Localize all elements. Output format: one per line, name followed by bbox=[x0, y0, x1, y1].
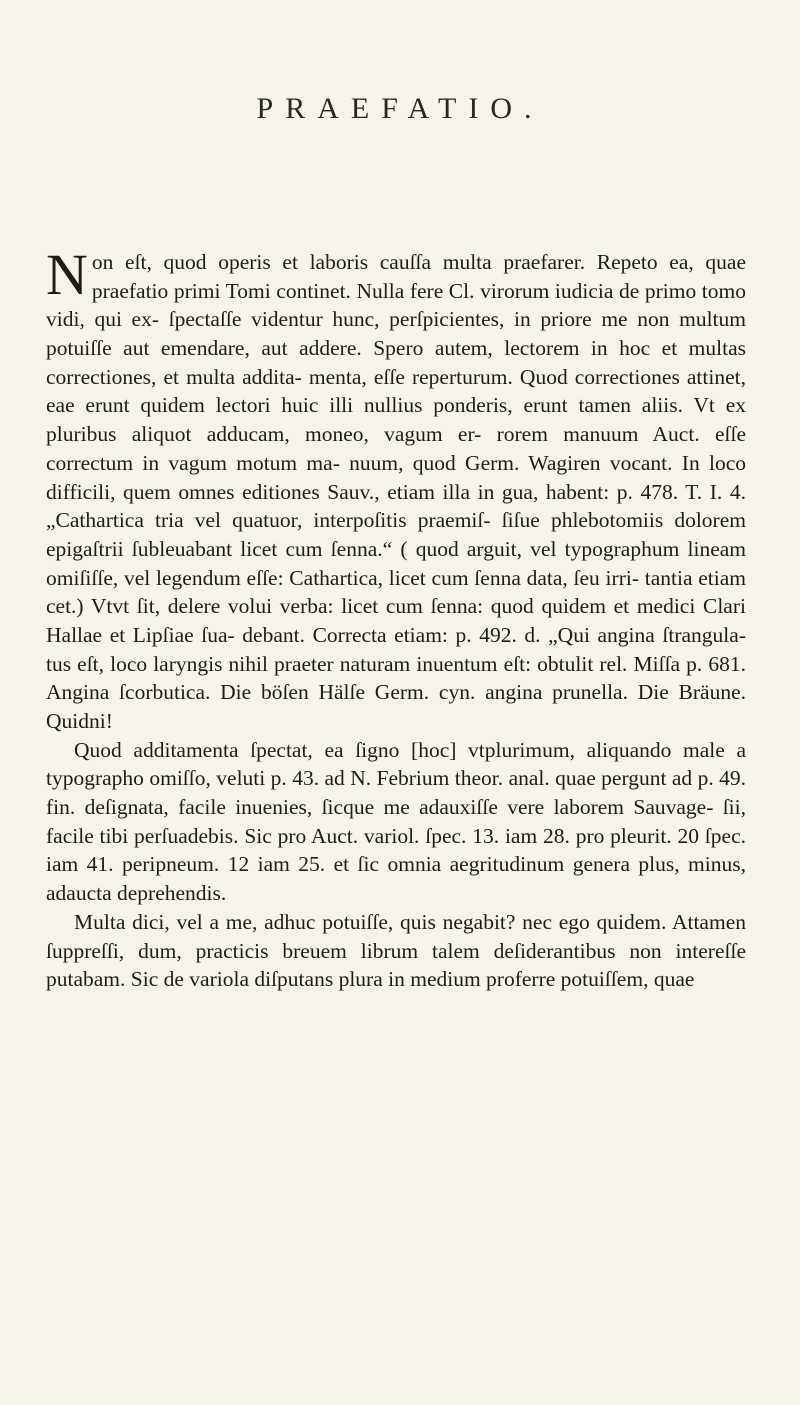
preface-body bbox=[46, 242, 746, 994]
paragraph-2: Quod additamenta ſpectat, ea ſigno [hoc] vtplurimum, aliquando male a typographo omiſſo, veluti p. 43. ad N. Febrium theor. anal. quae pergunt ad p. 49. fin. deſignata, facile inuenies, ſicque me adauxiſſe vere laborem Sauvage- ſii, facile tibi perſuadebis. Sic pro Auct. variol. ſpec. 13. iam 28. pro pleurit. 20 ſpec. iam 41. peripneum. 12 iam 25. et ſic omnia aegritudinum genera plus, minus, adaucta deprehendis. bbox=[46, 737, 746, 906]
paragraph-1-text: on eſt, quod operis et laboris cauſſa multa praefarer. Repeto ea, quae praefatio primi Tomi continet. Nulla fere Cl. virorum iudicia de primo tomo vidi, qui ex- ſpectaſſe videntur hunc, perſpicientes, in priore me non multum potuiſſe aut emendare, aut addere. Spero autem, lectorem in hoc et multas correctiones, et multa addita- menta, eſſe reperturum. Quod correctiones attinet, eae erunt quidem lectori huic illi nullius ponderis, erunt tamen aliis. Vt ex pluribus aliquot adducam, moneo, vagum er- rorem manuum Auct. eſſe correctum in vagum motum ma- nuum, quod Germ. Wagiren vocant. In loco difficili, quem omnes editiones Sauv., etiam illa in gua, habent: p. 478. T. I. 4. „Cathartica tria vel quatuor, interpoſitis praemiſ- ſiſue phlebotomiis dolorem epigaſtrii ſubleuabant licet cum ſenna.“ ( quod arguit, vel typographum lineam omiſiſſe, vel legendum eſſe: Cathartica, licet cum ſenna data, ſeu irri- tantia etiam cet.) Vtvt ſit, delere volui verba: licet cum ſenna: quod quidem et medici Clari Hallae et Lipſiae ſua- debant. Correcta etiam: p. 492. d. „Qui angina ſtrangula- tus eſt, loco laryngis nihil praeter naturam inuentum eſt: obtulit rel. Miſſa p. 681. Angina ſcorbutica. Die böſen Hälſe Germ. cyn. angina prunella. Die Bräune. Quidni! bbox=[46, 250, 746, 733]
paragraph-3: Multa dici, vel a me, adhuc potuiſſe, quis negabit? nec ego quidem. Attamen ſuppreſſi, dum, practicis breuem librum talem deſiderantibus non intereſſe putabam. Sic de variola diſputans plura in medium proferre potuiſſem, quae bbox=[46, 909, 746, 992]
paragraph-1 bbox=[46, 242, 746, 736]
drop-initial: N bbox=[46, 242, 88, 307]
page-heading: PRAEFATIO. bbox=[256, 92, 544, 125]
